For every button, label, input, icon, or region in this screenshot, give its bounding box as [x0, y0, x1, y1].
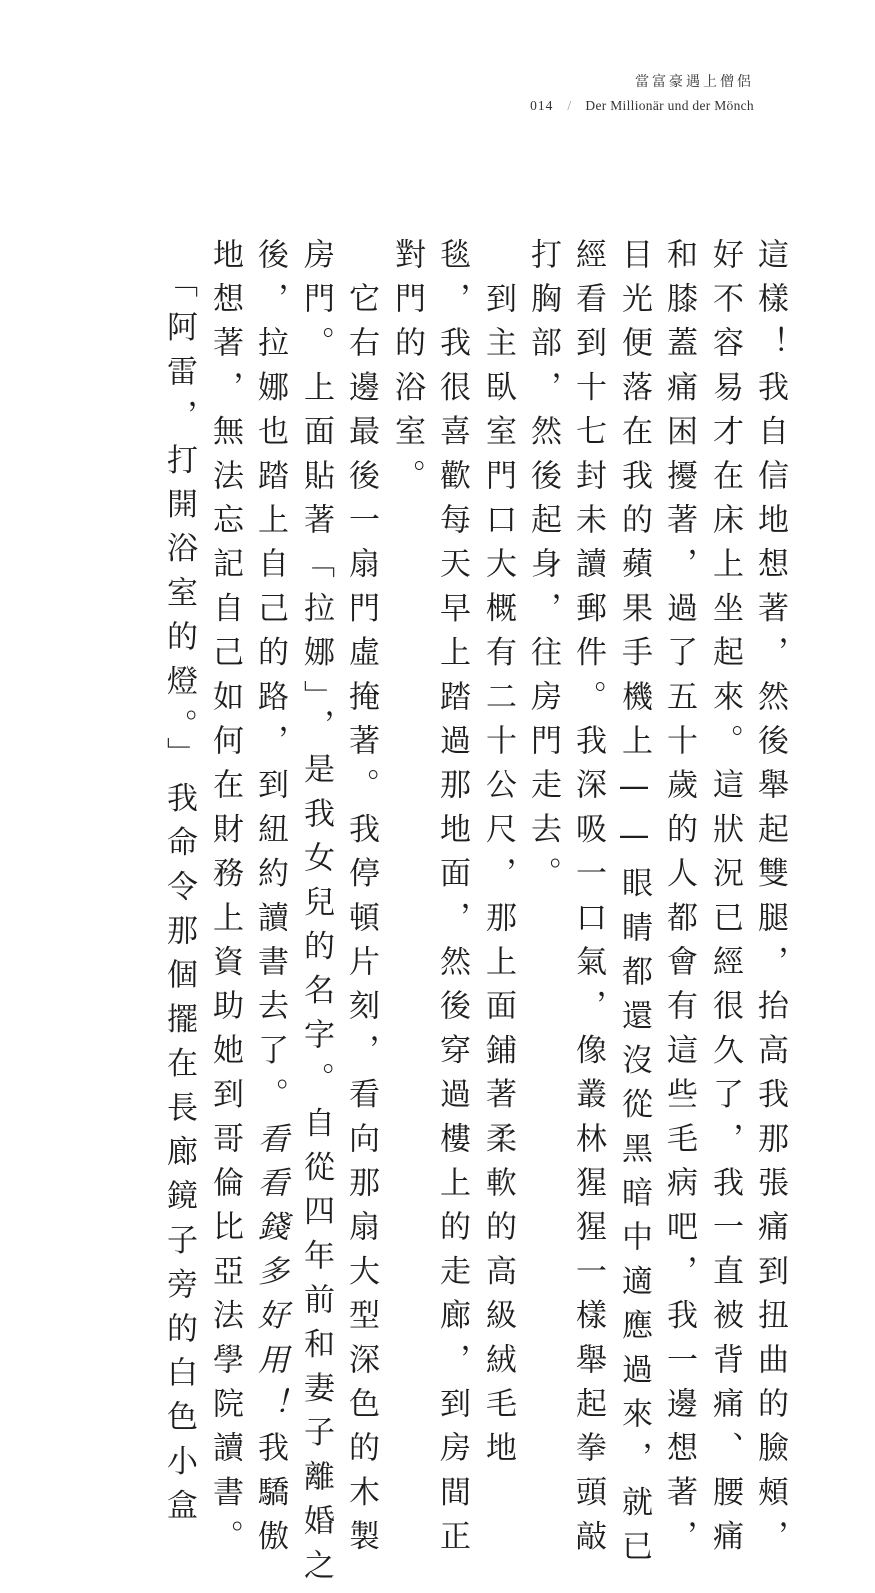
- text-column-14: 「阿雷，打開浴室的燈。」我命令那個擺在長廊鏡子旁的白色小盒: [161, 238, 197, 1533]
- column-12-emphasis: 看看錢多好用！: [252, 1122, 288, 1432]
- text-column-7: 到主臥室門口大概有二十公尺，那上面鋪著柔軟的高級絨毛地: [480, 238, 516, 1476]
- page-number: 014: [530, 98, 554, 113]
- text-column-11: 房門。上面貼著「拉娜」，是我女兒的名字。自從四年前和妻子離婚之: [298, 238, 334, 1593]
- text-column-5: 經看到十七封未讀郵件。我深吸一口氣，像叢林猩猩一樣舉起拳頭敲: [570, 238, 606, 1564]
- text-column-3: 和膝蓋痛困擾著，過了五十歲的人都會有這些毛病吧，我一邊想著，: [661, 238, 697, 1564]
- book-title: 當富豪遇上僧侶: [635, 74, 754, 90]
- text-column-6: 打胸部，然後起身，往房門走去。: [525, 238, 561, 901]
- text-column-2: 好不容易才在床上坐起來。這狀況已經很久了，我一直被背痛、腰痛: [707, 238, 743, 1564]
- text-column-9: 對門的浴室。: [389, 238, 425, 504]
- text-column-4: 目光便落在我的蘋果手機上——眼睛都還沒從黑暗中適應過來，就已: [616, 238, 652, 1574]
- page-header: [530, 72, 754, 116]
- text-column-13: 地想著，無法忘記自己如何在財務上資助她到哥倫比亞法學院讀書。: [207, 238, 243, 1564]
- running-title: Der Millionär und der Mönch: [585, 98, 754, 113]
- column-12-main: 後，拉娜也踏上自己的路，到紐約讀書去了。: [252, 238, 288, 1122]
- running-header: [530, 96, 754, 116]
- column-12-tail: 我驕傲: [252, 1431, 288, 1565]
- text-column-1: 這樣！我自信地想著，然後舉起雙腿，抬高我那張痛到扭曲的臉頰，: [752, 238, 788, 1564]
- header-separator: /: [567, 98, 572, 113]
- text-column-8: 毯，我很喜歡每天早上踏過那地面，然後穿過樓上的走廊，到房間正: [434, 238, 470, 1564]
- text-column-10: 它右邊最後一扇門虛掩著。我停頓片刻，看向那扇大型深色的木製: [343, 238, 379, 1564]
- text-column-12: [248, 238, 292, 1565]
